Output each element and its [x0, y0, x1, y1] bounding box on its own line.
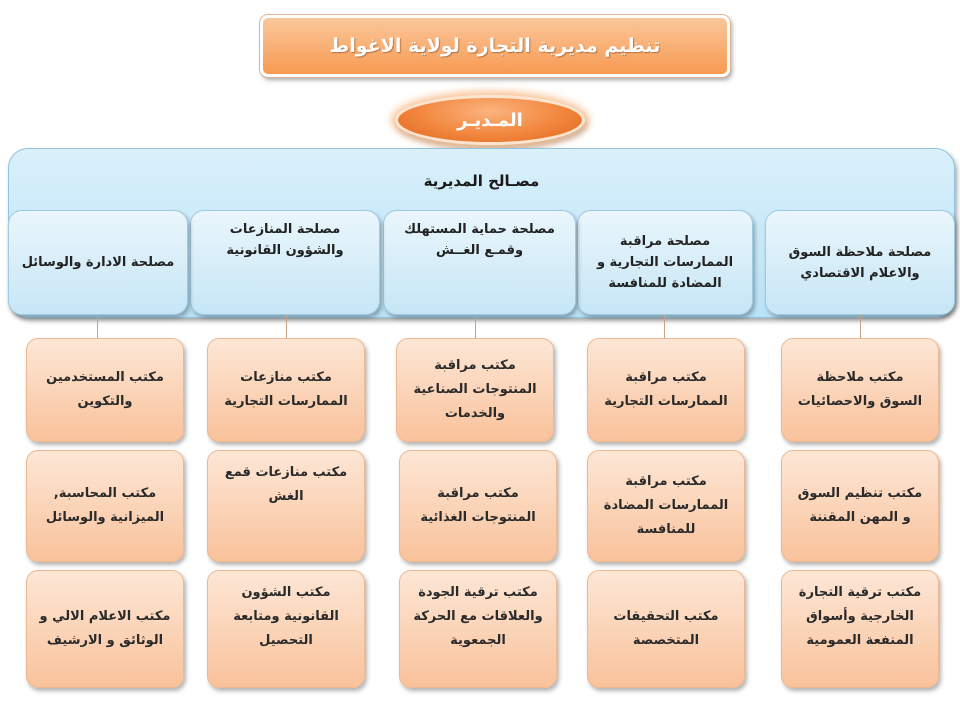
chart-title	[260, 15, 730, 77]
office-food-products-control: مكتب مراقبة المنتوجات الغذائية	[399, 450, 557, 562]
director-label: المـديـر	[457, 109, 523, 131]
dept-consumer-protection: مصلحة حماية المستهلك وقمـع الغــش	[383, 210, 576, 315]
office-industrial-products-control: مكتب مراقبة المنتوجات الصناعية والخدمات	[396, 338, 554, 442]
office-legal-affairs-collection: مكتب الشؤون القانونية ومتابعة التحصيل	[207, 570, 365, 688]
office-commercial-practices-control: مكتب مراقبة الممارسات التجارية	[587, 338, 745, 442]
office-accounting-budget: مكتب المحاسبة, الميزانية والوسائل	[26, 450, 184, 562]
office-it-documents-archive: مكتب الاعلام الالي و الوثائق و الارشيف	[26, 570, 184, 688]
connector-line	[664, 315, 665, 339]
office-market-regulation: مكتب تنظيم السوق و المهن المقننة	[781, 450, 939, 562]
office-personnel-training: مكتب المستخدمين والتكوين	[26, 338, 184, 442]
connector-line	[475, 315, 476, 339]
office-quality-promotion: مكتب ترقية الجودة والعلاقات مع الحركة الجمعوية	[399, 570, 557, 688]
connector-line	[97, 315, 98, 339]
dept-disputes-legal-affairs: مصلحة المنازعات والشؤون القانونية	[190, 210, 380, 315]
connector-line	[286, 315, 287, 339]
office-market-observation-statistics: مكتب ملاحظة السوق والاحصائيات	[781, 338, 939, 442]
dept-administration-means: مصلحة الادارة والوسائل	[8, 210, 188, 315]
office-specialized-investigations: مكتب التحقيقات المتخصصة	[587, 570, 745, 688]
connector-line	[860, 315, 861, 339]
dept-market-observation: مصلحة ملاحظة السوق والاعلام الاقتصادي	[765, 210, 955, 315]
services-title: مصـالح المديرية	[423, 172, 540, 190]
office-anti-competitive-practices-control: مكتب مراقبة الممارسات المضادة للمنافسة	[587, 450, 745, 562]
dept-commercial-practices-control: مصلحة مراقبة الممارسات التجارية و المضادة للمنافسة	[577, 210, 753, 315]
director-node	[395, 95, 585, 145]
office-foreign-trade-promotion: مكتب ترقية التجارة الخارجية وأسواق المنفعة العمومية	[781, 570, 939, 688]
chart-title-text: تنظيم مديرية التجارة لولاية الاغواط	[329, 35, 661, 57]
office-fraud-disputes: مكتب منازعات قمع الغش	[207, 450, 365, 562]
office-commercial-practices-disputes: مكتب منازعات الممارسات التجارية	[207, 338, 365, 442]
